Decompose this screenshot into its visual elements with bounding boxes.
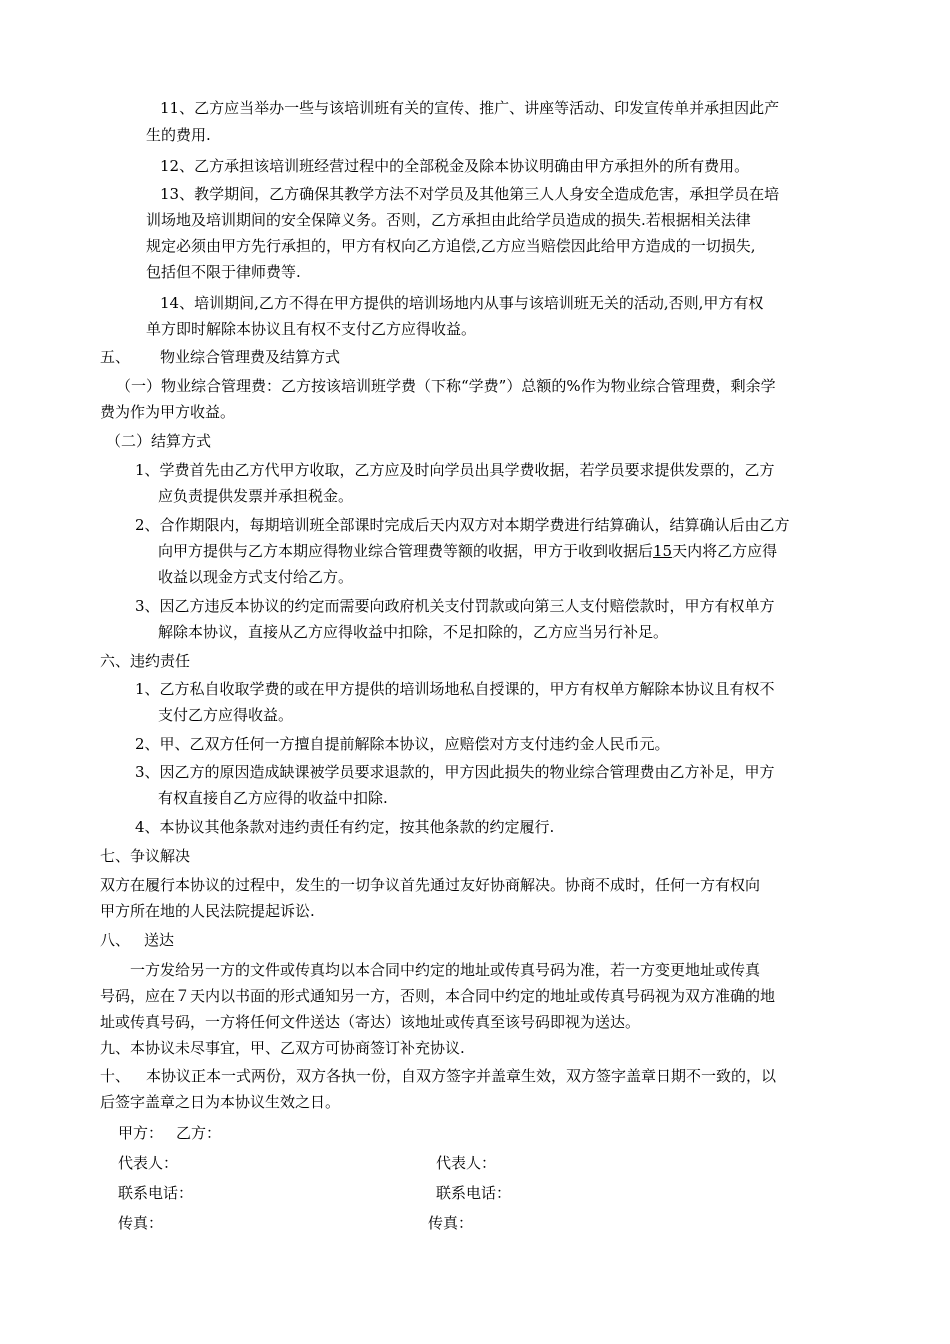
section-8-line-3: 址或传真号码，一方将任何文件送达（寄达）该地址或传真至该号码即视为送达。 [100, 1013, 641, 1031]
section-10-line-2: 后签字盖章之日为本协议生效之日。 [100, 1093, 341, 1111]
party-a-representative-label: 代表人： [118, 1154, 179, 1172]
section-10-number: 十、 [100, 1067, 131, 1085]
section-5-heading: 物业综合管理费及结算方式 [160, 348, 341, 366]
party-b-phone-label: 联系电话： [436, 1184, 512, 1202]
liability-item-1-line-2: 支付乙方应得收益。 [158, 706, 294, 724]
settlement-item-1-line-1: 1、学费首先由乙方代甲方收取，乙方应及时向学员出具学费收据，若学员要求提供发票的，乙方 [135, 461, 775, 479]
party-b-representative-label: 代表人： [436, 1154, 497, 1172]
settlement-item-3-line-2: 解除本协议，直接从乙方应得收益中扣除，不足扣除的，乙方应当另行补足。 [158, 623, 669, 641]
settlement-item-2-line-2 [158, 541, 777, 561]
settlement-item-2-line-3: 收益以现金方式支付给乙方。 [158, 568, 354, 586]
clause-14-line-1: 14、培训期间,乙方不得在甲方提供的培训场地内从事与该培训班无关的活动,否则,甲方有权 [160, 294, 764, 312]
party-a-phone-label: 联系电话： [118, 1184, 194, 1202]
section-5-fee-line-2: 费为作为甲方收益。 [100, 403, 236, 421]
party-b-label: 乙方： [176, 1124, 222, 1142]
clause-14-line-2: 单方即时解除本协议且有权不支付乙方应得收益。 [146, 320, 477, 338]
section-5-settlement-heading: （二）结算方式 [106, 432, 212, 450]
clause-12-line-1: 12、乙方承担该培训班经营过程中的全部税金及除本协议明确由甲方承担外的所有费用。 [160, 157, 750, 175]
section-6-heading: 六、违约责任 [100, 652, 191, 670]
section-5-fee-line-1: （一）物业综合管理费：乙方按该培训班学费（下称“学费”）总额的%作为物业综合管理费，剩余学 [116, 377, 776, 395]
clause-13-line-3: 规定必须由甲方先行承担的，甲方有权向乙方追偿,乙方应当赔偿因此给甲方造成的一切损失, [146, 237, 756, 255]
section-8-line-1: 一方发给另一方的文件或传真均以本合同中约定的地址或传真号码为准，若一方变更地址或传真 [130, 961, 761, 979]
section-7-line-2: 甲方所在地的人民法院提起诉讼. [100, 902, 315, 920]
section-8-heading: 送达 [144, 931, 175, 949]
liability-item-1-line-1: 1、乙方私自收取学费的或在甲方提供的培训场地私自授课的，甲方有权单方解除本协议且有权不 [135, 680, 775, 698]
section-7-line-1: 双方在履行本协议的过程中，发生的一切争议首先通过友好协商解决。协商不成时，任何一方有权向 [100, 876, 761, 894]
section-10-line-1: 本协议正本一式两份，双方各执一份，自双方签字并盖章生效，双方签字盖章日期不一致的，以 [146, 1067, 777, 1085]
party-b-fax-label: 传真： [428, 1214, 474, 1232]
clause-11-line-2: 生的费用. [146, 126, 211, 144]
party-a-label: 甲方： [118, 1124, 164, 1142]
liability-item-2-line-1: 2、甲、乙双方任何一方擅自提前解除本协议，应赔偿对方支付违约金人民币元。 [135, 735, 670, 753]
settlement-days-value: 15 [653, 542, 673, 560]
clause-13-line-1: 13、教学期间，乙方确保其教学方法不对学员及其他第三人人身安全造成危害，承担学员在培 [160, 185, 780, 203]
section-9-line-1: 九、本协议未尽事宜，甲、乙双方可协商签订补充协议. [100, 1039, 465, 1057]
settlement-item-1-line-2: 应负责提供发票并承担税金。 [158, 487, 354, 505]
section-5-number: 五、 [100, 348, 131, 366]
settlement-item-3-line-1: 3、因乙方违反本协议的约定而需要向政府机关支付罚款或向第三人支付赔偿款时，甲方有权单方 [135, 597, 775, 615]
party-a-fax-label: 传真： [118, 1214, 164, 1232]
clause-13-line-4: 包括但不限于律师费等. [146, 263, 301, 281]
settlement-item-2-text-a: 向甲方提供与乙方本期应得物业综合管理费等额的收据，甲方于收到收据后 [158, 542, 654, 560]
clause-13-line-2: 训场地及培训期间的安全保障义务。否则，乙方承担由此给学员造成的损失.若根据相关法律 [146, 211, 751, 229]
liability-item-4-line-1: 4、本协议其他条款对违约责任有约定，按其他条款的约定履行. [135, 818, 555, 836]
settlement-item-2-line-1: 2、合作期限内，每期培训班全部课时完成后天内双方对本期学费进行结算确认，结算确认后由乙方 [135, 516, 790, 534]
settlement-item-2-text-b: 天内将乙方应得 [672, 542, 778, 560]
liability-item-3-line-1: 3、因乙方的原因造成缺课被学员要求退款的，甲方因此损失的物业综合管理费由乙方补足，甲方 [135, 763, 775, 781]
liability-item-3-line-2: 有权直接自乙方应得的收益中扣除. [158, 789, 388, 807]
section-7-heading: 七、争议解决 [100, 847, 191, 865]
section-8-number: 八、 [100, 931, 131, 949]
section-8-line-2: 号码，应在７天内以书面的形式通知另一方，否则，本合同中约定的地址或传真号码视为双方准确的地 [100, 987, 776, 1005]
clause-11-line-1: 11、乙方应当举办一些与该培训班有关的宣传、推广、讲座等活动、印发宣传单并承担因此产 [160, 99, 780, 117]
